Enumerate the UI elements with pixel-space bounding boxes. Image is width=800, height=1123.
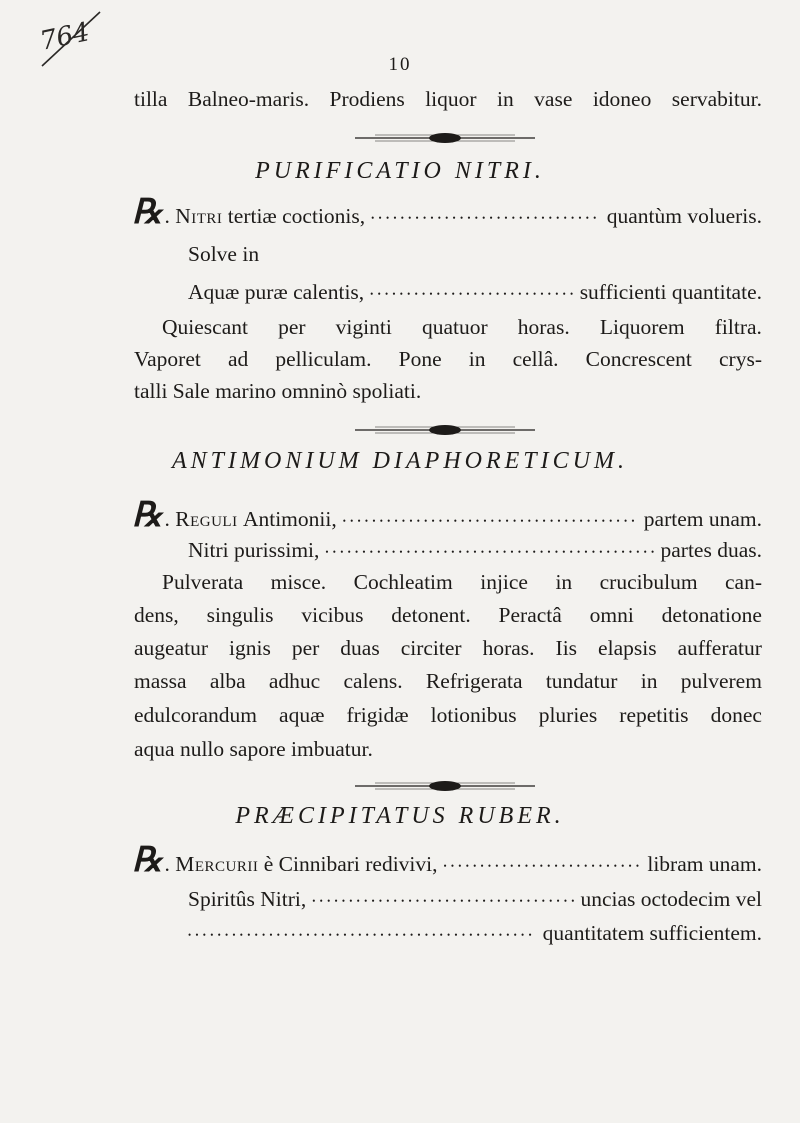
leader-dots — [444, 849, 642, 881]
text-line-quiescant: Quiescant per viginti quatuor horas. Liquorem filtra. — [162, 315, 762, 339]
text-line-solve: Solve in — [188, 242, 260, 266]
recipe-line-spiritus: Spiritûs Nitri, • • • uncias octodecim vel — [188, 884, 762, 916]
rx-symbol: ℞ — [132, 842, 163, 879]
text-line-pulverata: Pulverata misce. Cochleatim injice in crucibulum can- — [162, 570, 762, 594]
text-line-aqua: aqua nullo sapore imbuatur. — [134, 737, 373, 761]
leader-dots — [325, 535, 654, 567]
text-line-vaporet: Vaporet ad pelliculam. Pone in cellâ. Concrescent crys- — [134, 347, 762, 371]
recipe-line-quantitatem: • • • quantitatem sufficientem. — [188, 918, 762, 950]
leader-dots — [312, 884, 574, 916]
leader-dots — [343, 504, 638, 536]
recipe-line-aquae: Aquæ puræ calentis, • • • sufficienti quantitate. — [188, 277, 762, 309]
text-line-dens: dens, singulis vicibus detonent. Peractâ omni detonatione — [134, 603, 762, 627]
text-line-massa: massa alba adhuc calens. Refrigerata tundatur in pulverem — [134, 669, 762, 693]
section-heading-antimonium: ANTIMONIUM DIAPHORETICUM. — [172, 448, 628, 474]
recipe-line-reguli: ℞ . Reguli Antimonii, • • • partem unam. — [132, 501, 762, 536]
text-line-edulcorandum: edulcorandum aquæ frigidæ lotionibus pluries repetitis donec — [134, 703, 762, 727]
leader-dots — [371, 201, 601, 233]
recipe-line-nitri-purissimi: Nitri purissimi, • • • partes duas. — [188, 535, 762, 567]
leader-dots — [188, 918, 537, 950]
recipe-line-mercurii: ℞ . Mercurii è Cinnibari redivivi, • • • libram unam. — [132, 846, 762, 881]
text-line-talli: talli Sale marino omninò spoliati. — [134, 379, 422, 403]
text-line-1: tilla Balneo-maris. Prodiens liquor in vase idoneo servabitur. — [134, 87, 762, 111]
ornament-divider — [355, 779, 535, 793]
handwritten-note: 764 — [37, 17, 93, 57]
text-line-augeatur: augeatur ignis per duas circiter horas. Iis elapsis aufferatur — [134, 636, 762, 660]
recipe-line-nitri: ℞ . Nitri tertiæ coctionis, • • • quantùm volueris. — [132, 198, 762, 233]
ornament-divider — [355, 131, 535, 145]
page-number: 10 — [388, 54, 412, 75]
rx-symbol: ℞ — [132, 497, 163, 534]
leader-dots — [370, 277, 574, 309]
section-heading-purificatio: PURIFICATIO NITRI. — [255, 158, 545, 184]
rx-symbol: ℞ — [132, 194, 163, 231]
ornament-divider — [355, 423, 535, 437]
section-heading-praecipitatus: PRÆCIPITATUS RUBER. — [235, 803, 565, 829]
